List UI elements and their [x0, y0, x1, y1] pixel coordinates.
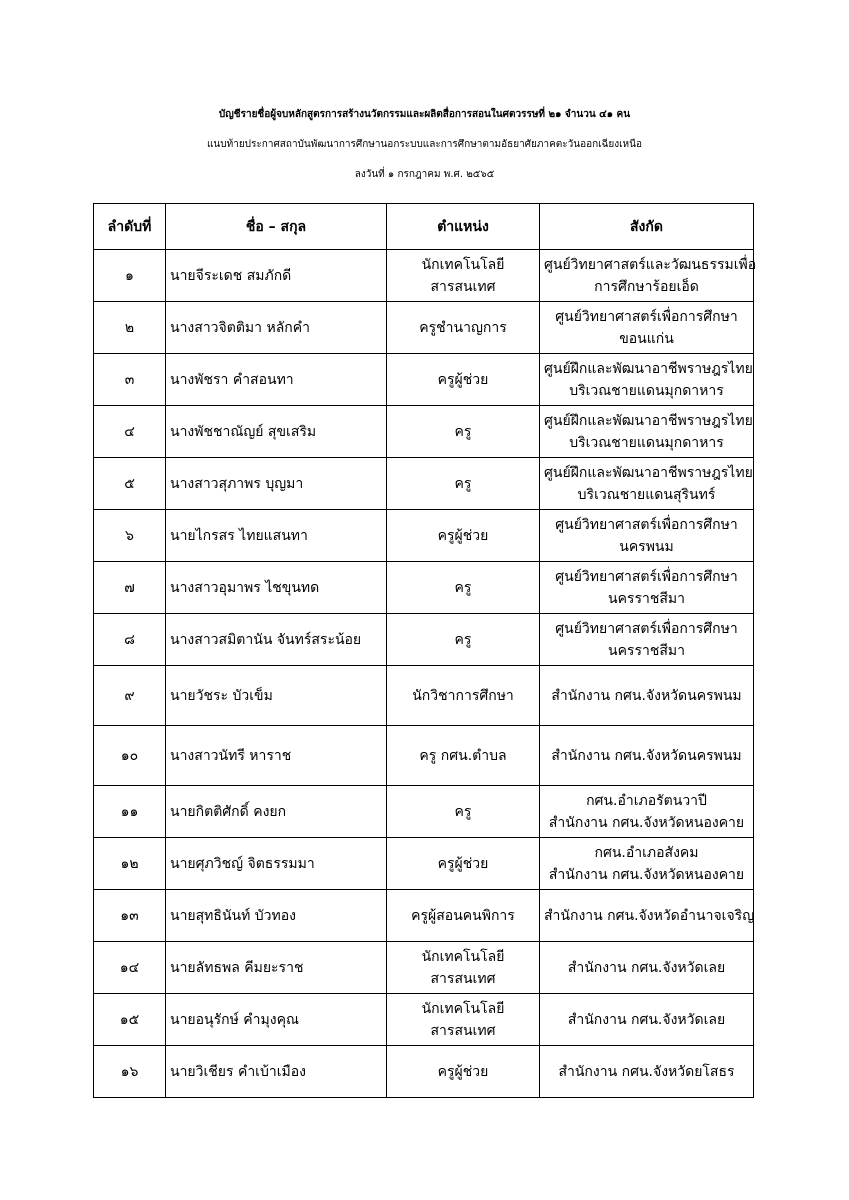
table-row: [94, 614, 754, 666]
row-affiliation: [540, 838, 754, 890]
affiliation-line: สำนักงาน กศน.จังหวัดยโสธร: [558, 1063, 735, 1080]
affiliation-line: ศูนย์วิทยาศาสตร์เพื่อการศึกษา: [555, 568, 738, 585]
row-number: ๑๐: [94, 726, 166, 786]
row-number: ๘: [94, 614, 166, 666]
row-position: [387, 458, 540, 510]
affiliation-line: ขอนแก่น: [619, 330, 674, 347]
row-affiliation: [540, 666, 754, 726]
position-line: ครู: [454, 423, 472, 440]
graduate-list-table: [93, 203, 757, 1098]
document-date: ลงวันที่ ๑ กรกฎาคม พ.ศ. ๒๕๖๕: [354, 169, 495, 180]
table-body: [94, 250, 757, 1098]
affiliation-line: นครราชสีมา: [608, 590, 685, 607]
row-number: ๑๔: [94, 942, 166, 994]
position-line: นักเทคโนโลยี: [421, 256, 505, 273]
row-affiliation: [540, 562, 754, 614]
row-number: ๙: [94, 666, 166, 726]
affiliation-line: สำนักงาน กศน.จังหวัดเลย: [567, 959, 726, 976]
table-row: [94, 726, 754, 786]
table-row: [94, 250, 754, 302]
affiliation-line: ศูนย์วิทยาศาสตร์เพื่อการศึกษา: [555, 516, 738, 533]
affiliation-line: การศึกษาร้อยเอ็ด: [594, 278, 699, 295]
row-affiliation: [540, 994, 754, 1046]
affiliation-line: นครพนม: [619, 538, 674, 555]
row-affiliation: [540, 510, 754, 562]
position-line: ครู: [454, 631, 472, 648]
affiliation-line: สำนักงาน กศน.จังหวัดเลย: [567, 1011, 726, 1028]
row-position: [387, 250, 540, 302]
row-name: นายวิเชียร คำเบ้าเมือง: [166, 1046, 387, 1098]
row-position: [387, 510, 540, 562]
position-line: ครู: [454, 475, 472, 492]
row-number: ๖: [94, 510, 166, 562]
row-name: นายวัชระ บัวเข็ม: [166, 666, 387, 726]
row-position: [387, 354, 540, 406]
position-line: ครูผู้สอนคนพิการ: [411, 907, 515, 924]
position-line: ครู: [454, 803, 472, 820]
row-number: ๑๖: [94, 1046, 166, 1098]
row-position: [387, 614, 540, 666]
row-position: [387, 666, 540, 726]
document-title: บัญชีรายชื่อผู้จบหลักสูตรการสร้างนวัตกรรมและผลิตสื่อการสอนในศตวรรษที่ ๒๑ จำนวน ๔๑ คน: [218, 109, 631, 120]
row-name: นายกิตติศักดิ์ คงยก: [166, 786, 387, 838]
position-line: ครู: [454, 579, 472, 596]
row-affiliation: [540, 458, 754, 510]
row-position: [387, 1046, 540, 1098]
row-name: นายสุทธินันท์ บัวทอง: [166, 890, 387, 942]
document-subtitle: แนบท้ายประกาศสถาบันพัฒนาการศึกษานอกระบบและการศึกษาตามอัธยาศัยภาคตะวันออกเฉียงเหนือ: [206, 139, 642, 150]
affiliation-line: กศน.อำเภอสังคม: [594, 844, 699, 861]
row-number: ๑๑: [94, 786, 166, 838]
position-line: ครูชำนาญการ: [419, 319, 507, 336]
row-number: ๔: [94, 406, 166, 458]
affiliation-line: สำนักงาน กศน.จังหวัดนครพนม: [551, 747, 742, 764]
table-row: [94, 562, 754, 614]
affiliation-line: กศน.อำเภอรัตนวาปี: [586, 792, 707, 809]
position-line: สารสนเทศ: [430, 1022, 496, 1039]
table-row: [94, 666, 754, 726]
row-affiliation: [540, 354, 754, 406]
position-line: นักเทคโนโลยี: [421, 948, 505, 965]
row-name: นายไกรสร ไทยแสนทา: [166, 510, 387, 562]
row-name: นางพัชรา คำสอนทา: [166, 354, 387, 406]
position-line: สารสนเทศ: [430, 278, 496, 295]
column-header-affiliation: สังกัด: [540, 204, 754, 250]
row-position: [387, 562, 540, 614]
table-header-row: [94, 204, 754, 250]
row-name: นางพัชชาณัญย์ สุขเสริม: [166, 406, 387, 458]
position-line: ครูผู้ช่วย: [437, 371, 489, 388]
row-number: ๑๓: [94, 890, 166, 942]
affiliation-line: ศูนย์ฝึกและพัฒนาอาชีพราษฎรไทย: [544, 464, 753, 481]
table-row: [94, 302, 754, 354]
affiliation-line: บริเวณชายแดนมุกดาหาร: [569, 382, 724, 399]
position-line: ครูผู้ช่วย: [437, 1063, 489, 1080]
row-affiliation: [540, 890, 754, 942]
affiliation-line: สำนักงาน กศน.จังหวัดหนองคาย: [548, 866, 745, 883]
row-name: นางสาวสมิตานัน จันทร์สระน้อย: [166, 614, 387, 666]
table-row: [94, 994, 754, 1046]
row-position: [387, 838, 540, 890]
row-name: นายศุภวิชญ์ จิตธรรมมา: [166, 838, 387, 890]
position-line: สารสนเทศ: [430, 970, 496, 987]
document-header: [0, 100, 849, 190]
row-affiliation: [540, 942, 754, 994]
row-position: [387, 786, 540, 838]
row-affiliation: [540, 302, 754, 354]
table-row: [94, 1046, 754, 1098]
affiliation-line: ศูนย์ฝึกและพัฒนาอาชีพราษฎรไทย: [544, 360, 753, 377]
table-row: [94, 354, 754, 406]
affiliation-line: สำนักงาน กศน.จังหวัดนครพนม: [551, 687, 742, 704]
affiliation-line: บริเวณชายแดนสุรินทร์: [577, 486, 716, 503]
row-name: นางสาวสุภาพร บุญมา: [166, 458, 387, 510]
row-affiliation: [540, 406, 754, 458]
affiliation-line: บริเวณชายแดนมุกดาหาร: [569, 434, 724, 451]
row-position: [387, 994, 540, 1046]
affiliation-line: ศูนย์วิทยาศาสตร์เพื่อการศึกษา: [555, 620, 738, 637]
row-number: ๓: [94, 354, 166, 406]
row-name: นางสาวจิตติมา หลักคำ: [166, 302, 387, 354]
position-line: นักเทคโนโลยี: [421, 1000, 505, 1017]
row-affiliation: [540, 786, 754, 838]
table-row: [94, 890, 754, 942]
position-line: นักวิชาการศึกษา: [412, 687, 514, 704]
row-affiliation: [540, 614, 754, 666]
row-name: นางสาวอุมาพร ไชขุนทด: [166, 562, 387, 614]
affiliation-line: นครราชสีมา: [608, 642, 685, 659]
affiliation-line: สำนักงาน กศน.จังหวัดอำนาจเจริญ: [544, 907, 755, 924]
position-line: ครูผู้ช่วย: [437, 855, 489, 872]
row-number: ๑๒: [94, 838, 166, 890]
row-position: [387, 406, 540, 458]
row-affiliation: [540, 1046, 754, 1098]
affiliation-line: ศูนย์วิทยาศาสตร์เพื่อการศึกษา: [555, 308, 738, 325]
affiliation-line: ศูนย์ฝึกและพัฒนาอาชีพราษฎรไทย: [544, 412, 753, 429]
affiliation-line: สำนักงาน กศน.จังหวัดหนองคาย: [548, 814, 745, 831]
row-number: ๗: [94, 562, 166, 614]
row-name: นางสาวนัทรี หาราช: [166, 726, 387, 786]
row-affiliation: [540, 250, 757, 302]
row-name: นายลัทธพล คีมยะราช: [166, 942, 387, 994]
row-number: ๒: [94, 302, 166, 354]
row-name: นายจีระเดช สมภักดี: [166, 250, 387, 302]
row-affiliation: [540, 726, 754, 786]
affiliation-line: ศูนย์วิทยาศาสตร์และวัฒนธรรมเพื่อ: [544, 256, 757, 273]
row-number: ๕: [94, 458, 166, 510]
table-row: [94, 458, 754, 510]
row-position: [387, 302, 540, 354]
position-line: ครู กศน.ตำบล: [419, 747, 507, 764]
table-row: [94, 510, 754, 562]
table-row: [94, 838, 754, 890]
row-position: [387, 890, 540, 942]
row-number: ๑: [94, 250, 166, 302]
row-name: นายอนุรักษ์ คำมุงคุณ: [166, 994, 387, 1046]
table-row: [94, 942, 754, 994]
row-position: [387, 726, 540, 786]
column-header-number: ลำดับที่: [94, 204, 166, 250]
column-header-name: ชื่อ – สกุล: [166, 204, 387, 250]
table-row: [94, 786, 754, 838]
row-number: ๑๕: [94, 994, 166, 1046]
column-header-position: ตำแหน่ง: [387, 204, 540, 250]
position-line: ครูผู้ช่วย: [437, 527, 489, 544]
table-row: [94, 406, 754, 458]
row-position: [387, 942, 540, 994]
